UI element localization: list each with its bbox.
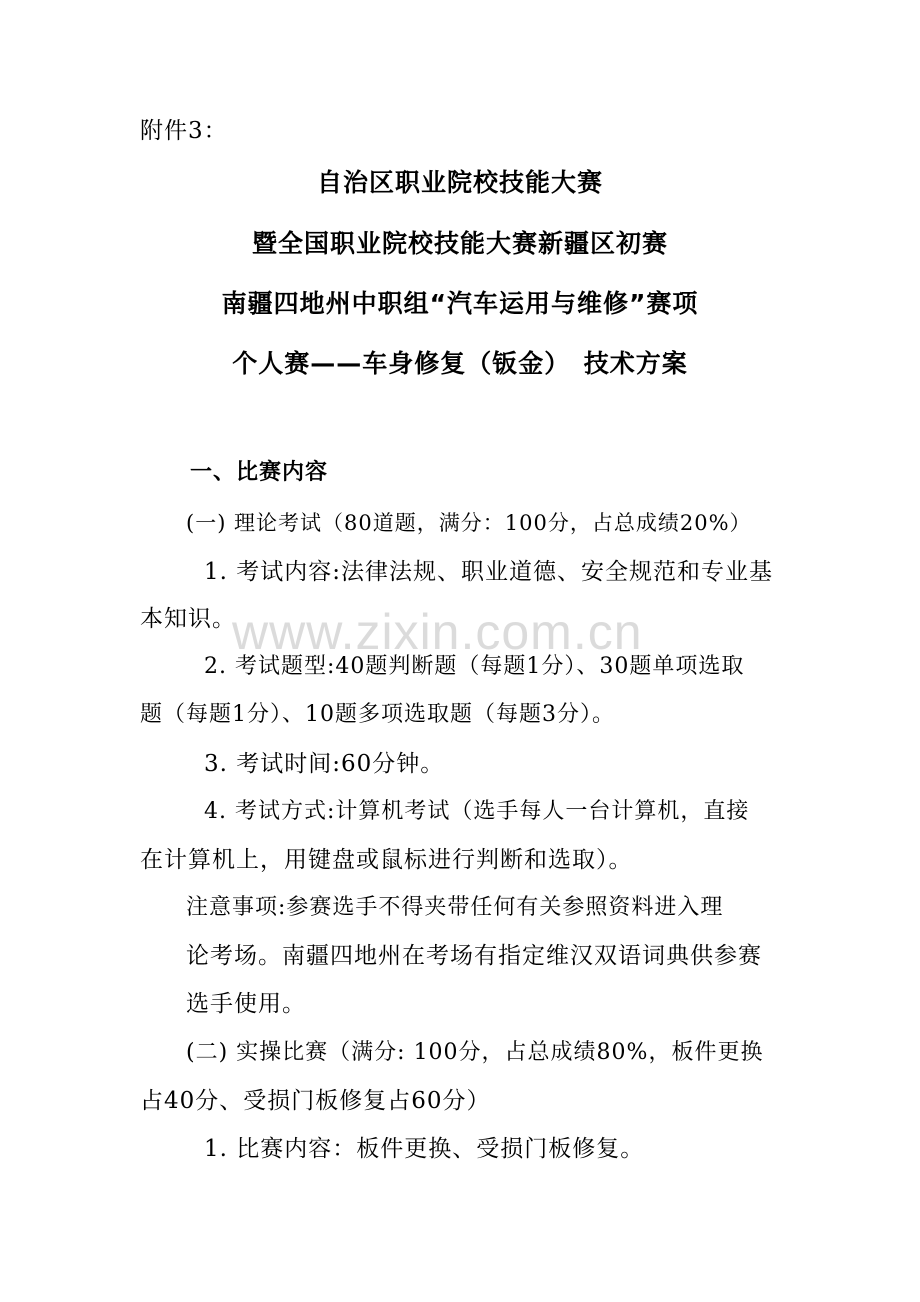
watermark: www.zixin.com.cn — [232, 604, 643, 660]
notice-line-1: 注意事项:参赛选手不得夹带任何有关参照资料进入理 — [186, 895, 724, 920]
title-line-3: 南疆四地州中职组“汽车运用与维修”赛项 — [221, 289, 699, 318]
theory-item-2-line-2: 题（每题1分）、10题多项选取题（每题3分）。 — [140, 702, 615, 727]
theory-item-2-line-1: 2. 考试题型:40题判断题（每题1分）、30题单项选取 — [204, 654, 745, 679]
practical-heading-line-1: (二) 实操比赛（满分: 100分，占总成绩80%，板件更换 — [186, 1040, 764, 1065]
practical-heading-line-2: 占40分、受损门板修复占60分） — [140, 1088, 491, 1114]
theory-exam-heading: (一) 理论考试（80道题，满分：100分，占总成绩20%） — [186, 511, 752, 535]
title-line-4: 个人赛——车身修复（钣金） 技术方案 — [232, 349, 688, 378]
theory-item-1-line-2: 本知识。 — [140, 606, 236, 632]
notice-line-2: 论考场。南疆四地州在考场有指定维汉双语词典供参赛 — [186, 943, 762, 969]
theory-item-4-line-1: 4. 考试方式:计算机考试（选手每人一台计算机，直接 — [204, 799, 750, 824]
notice-line-3: 选手使用。 — [186, 991, 306, 1017]
section-heading-content: 一、比赛内容 — [190, 460, 329, 485]
theory-item-4-line-2: 在计算机上，用键盘或鼠标进行判断和选取）。 — [140, 847, 633, 873]
theory-item-1-line-1: 1. 考试内容:法律法规、职业道德、安全规范和专业基 — [204, 559, 774, 585]
attachment-label: 附件3： — [140, 118, 228, 144]
theory-item-3: 3. 考试时间:60分钟。 — [204, 751, 445, 777]
title-line-2: 暨全国职业院校技能大赛新疆区初赛 — [251, 229, 668, 258]
title-line-1: 自治区职业院校技能大赛 — [316, 168, 603, 197]
practical-item-1: 1. 比赛内容：板件更换、受损门板修复。 — [204, 1136, 645, 1162]
